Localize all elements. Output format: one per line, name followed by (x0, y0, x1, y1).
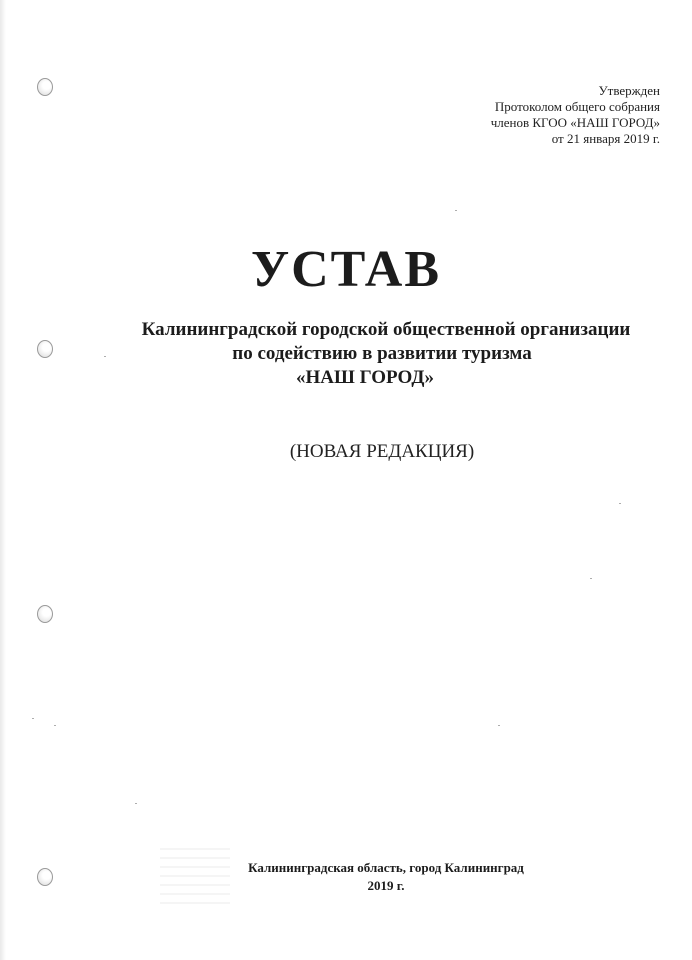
scan-speck (455, 210, 457, 211)
approval-line-3: членов КГОО «НАШ ГОРОД» (490, 115, 660, 130)
scan-speck (32, 718, 34, 719)
edition-label: (НОВАЯ РЕДАКЦИЯ) (289, 441, 475, 462)
scan-speck (619, 503, 621, 504)
scan-speck (135, 803, 137, 804)
organization-name-line-2: по содействию в развитии туризма (232, 343, 532, 364)
scan-speck (498, 725, 500, 726)
punch-hole-1 (37, 78, 53, 96)
organization-name-line-3: «НАШ ГОРОД» (296, 367, 434, 388)
organization-name-line-1: Калининградской городской общественной организации (141, 319, 631, 340)
scan-edge-shadow (0, 0, 6, 960)
approval-line-2: Протоколом общего собрания (494, 99, 660, 114)
approval-line-4: от 21 января 2019 г. (551, 131, 660, 146)
footer-year: 2019 г. (367, 878, 405, 893)
footer-place: Калининградская область, город Калининград (248, 860, 524, 875)
footer-block (0, 859, 692, 895)
approval-block (491, 83, 660, 147)
punch-hole-3 (37, 605, 53, 623)
organization-name (0, 318, 692, 390)
approval-line-1: Утвержден (598, 83, 660, 98)
scan-speck (590, 578, 592, 579)
document-title: УСТАВ (250, 241, 442, 298)
scan-speck (54, 725, 56, 726)
